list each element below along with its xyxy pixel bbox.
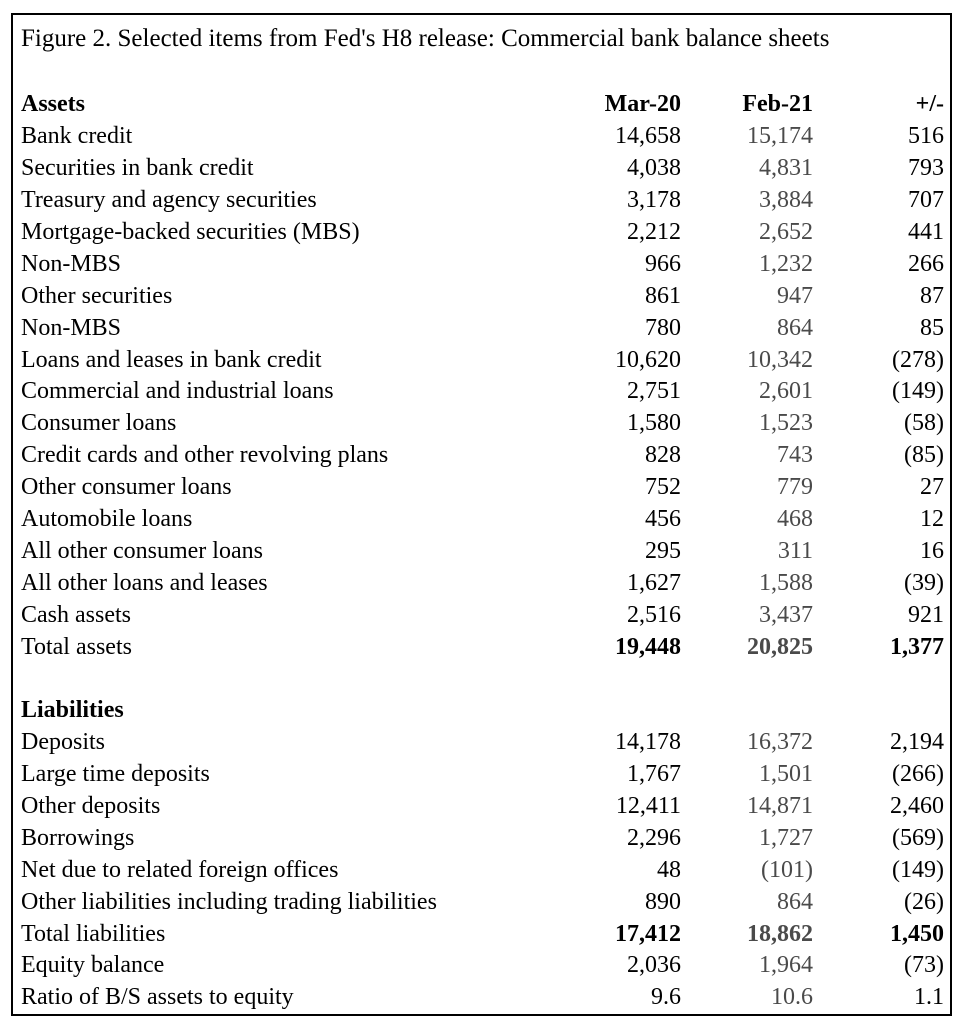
feb21-value: 14,871 [747,793,813,820]
feb21-value: 4,831 [759,155,813,182]
section-gap [13,663,950,695]
row-label: Total liabilities [21,920,166,947]
table-row [13,599,950,631]
row-label: Ratio of B/S assets to equity [21,984,294,1011]
table-row [13,567,950,599]
table-row [13,121,950,153]
table-row [13,153,950,185]
change-value: (85) [904,442,944,469]
row-label: Equity balance [21,952,165,979]
row-label: Other liabilities including trading liabilities [21,888,437,915]
feb21-value: 3,884 [759,187,813,214]
row-label: Cash assets [21,601,131,628]
row-label: Non-MBS [21,250,122,277]
feb21-value: 947 [777,282,813,309]
mar20-value: 10,620 [615,346,681,373]
mar20-value: 48 [657,856,681,883]
table-row [13,280,950,312]
change-value: (58) [904,410,944,437]
change-value: 27 [920,474,944,501]
mar20-value: 2,212 [627,219,681,245]
figure-title: Figure 2. Selected items from Fed's H8 release: Commercial bank balance sheets [21,25,830,52]
feb21-value: 1,501 [759,761,813,788]
mar20-value: 2,296 [627,824,681,851]
row-label: Securities in bank credit [21,155,254,182]
table-row [13,631,950,663]
mar20-value: 1,580 [627,410,681,437]
figure-content [13,15,950,1014]
row-label: All other consumer loans [21,537,263,564]
mar20-value: 14,658 [615,123,681,150]
change-value: (266) [892,761,944,788]
row-label: Other deposits [21,793,161,820]
feb21-value: 1,727 [759,824,813,851]
change-value: 12 [920,506,944,533]
feb21-value: 3,437 [759,601,813,628]
mar20-value: 4,038 [627,155,681,182]
change-value: 707 [908,187,944,214]
feb21-value: 1,964 [759,952,813,979]
section-header-row [13,695,950,727]
mar20-value: 2,751 [627,378,681,405]
column-header-mar20: Mar-20 [604,91,681,118]
feb21-value: 10,342 [747,346,813,373]
mar20-value: 828 [645,442,681,469]
mar20-value: 780 [645,314,681,341]
title-spacer [13,57,950,89]
row-label: Total assets [21,633,132,660]
change-value: 1.1 [914,984,944,1011]
change-value: (569) [892,824,944,851]
table-row [13,248,950,280]
feb21-value: 18,862 [747,920,813,947]
change-value: 2,460 [890,793,944,820]
table-row [13,504,950,536]
row-label: Other securities [21,282,173,309]
feb21-value: 311 [777,537,813,564]
row-label: Borrowings [21,824,135,851]
feb21-value: 10.6 [771,984,813,1011]
mar20-value: 14,178 [615,729,681,756]
mar20-value: 9.6 [651,984,681,1011]
row-label: Large time deposits [21,761,210,788]
row-label: Automobile loans [21,506,193,533]
table-row [13,950,950,982]
row-label: Consumer loans [21,410,177,437]
table-row [13,918,950,950]
row-label: Mortgage-backed securities (MBS) [21,219,360,245]
row-label: Loans and leases in bank credit [21,346,322,373]
mar20-value: 295 [645,537,681,564]
figure-frame [11,13,952,1016]
table-row [13,854,950,886]
change-value: (149) [892,378,944,405]
feb21-value: 1,523 [759,410,813,437]
row-label: All other loans and leases [21,569,268,596]
mar20-value: 2,516 [627,601,681,628]
change-value: (39) [904,569,944,596]
feb21-value: 1,232 [759,250,813,277]
section-header-row [13,89,950,121]
table-row [13,791,950,823]
mar20-value: 861 [645,282,681,309]
table-row [13,472,950,504]
change-value: (149) [892,856,944,883]
change-value: (73) [904,952,944,979]
feb21-value: 468 [777,506,813,533]
table-row [13,440,950,472]
change-value: 85 [920,314,944,341]
mar20-value: 752 [645,474,681,501]
change-value: 16 [920,537,944,564]
mar20-value: 12,411 [615,793,681,820]
mar20-value: 17,412 [615,920,681,947]
row-label: Other consumer loans [21,474,232,501]
feb21-value: 15,174 [747,123,813,150]
feb21-value: 2,601 [759,378,813,405]
mar20-value: 456 [645,506,681,533]
change-value: 516 [908,123,944,150]
row-label: Bank credit [21,123,133,150]
mar20-value: 3,178 [627,187,681,214]
feb21-value: 779 [777,474,813,501]
table-row [13,535,950,567]
mar20-value: 2,036 [627,952,681,979]
row-label: Non-MBS [21,314,122,341]
table-row [13,822,950,854]
feb21-value: (101) [761,856,813,883]
section-header-label: Assets [21,91,85,118]
table-row [13,312,950,344]
row-label: Credit cards and other revolving plans [21,442,389,469]
table-row [13,886,950,918]
change-value: 921 [908,601,944,628]
column-header-change: +/- [915,91,944,118]
feb21-value: 16,372 [747,729,813,756]
mar20-value: 1,767 [627,761,681,788]
change-value: 2,194 [890,729,944,756]
row-label: Commercial and industrial loans [21,378,334,405]
feb21-value: 2,652 [759,219,813,245]
mar20-value: 890 [645,888,681,915]
change-value: 1,377 [890,633,944,660]
table-row [13,982,950,1014]
balance-sheet-table [13,89,950,1014]
feb21-value: 20,825 [747,633,813,660]
change-value: (26) [904,888,944,915]
feb21-value: 864 [777,314,813,341]
feb21-value: 864 [777,888,813,915]
table-row [13,376,950,408]
table-row [13,185,950,217]
column-header-feb21: Feb-21 [742,91,813,118]
table-row [13,727,950,759]
table-row [13,408,950,440]
row-label: Treasury and agency securities [21,187,317,214]
feb21-value: 1,588 [759,569,813,596]
row-label: Net due to related foreign offices [21,856,339,883]
mar20-value: 966 [645,250,681,277]
table-row [13,759,950,791]
mar20-value: 19,448 [615,633,681,660]
change-value: 1,450 [890,920,944,947]
change-value: 793 [908,155,944,182]
change-value: 266 [908,250,944,277]
change-value: (278) [892,346,944,373]
feb21-value: 743 [777,442,813,469]
change-value: 441 [908,219,944,245]
table-row [13,344,950,376]
table-row [13,217,950,249]
mar20-value: 1,627 [627,569,681,596]
section-header-label: Liabilities [21,697,124,724]
row-label: Deposits [21,729,105,756]
change-value: 87 [920,282,944,309]
